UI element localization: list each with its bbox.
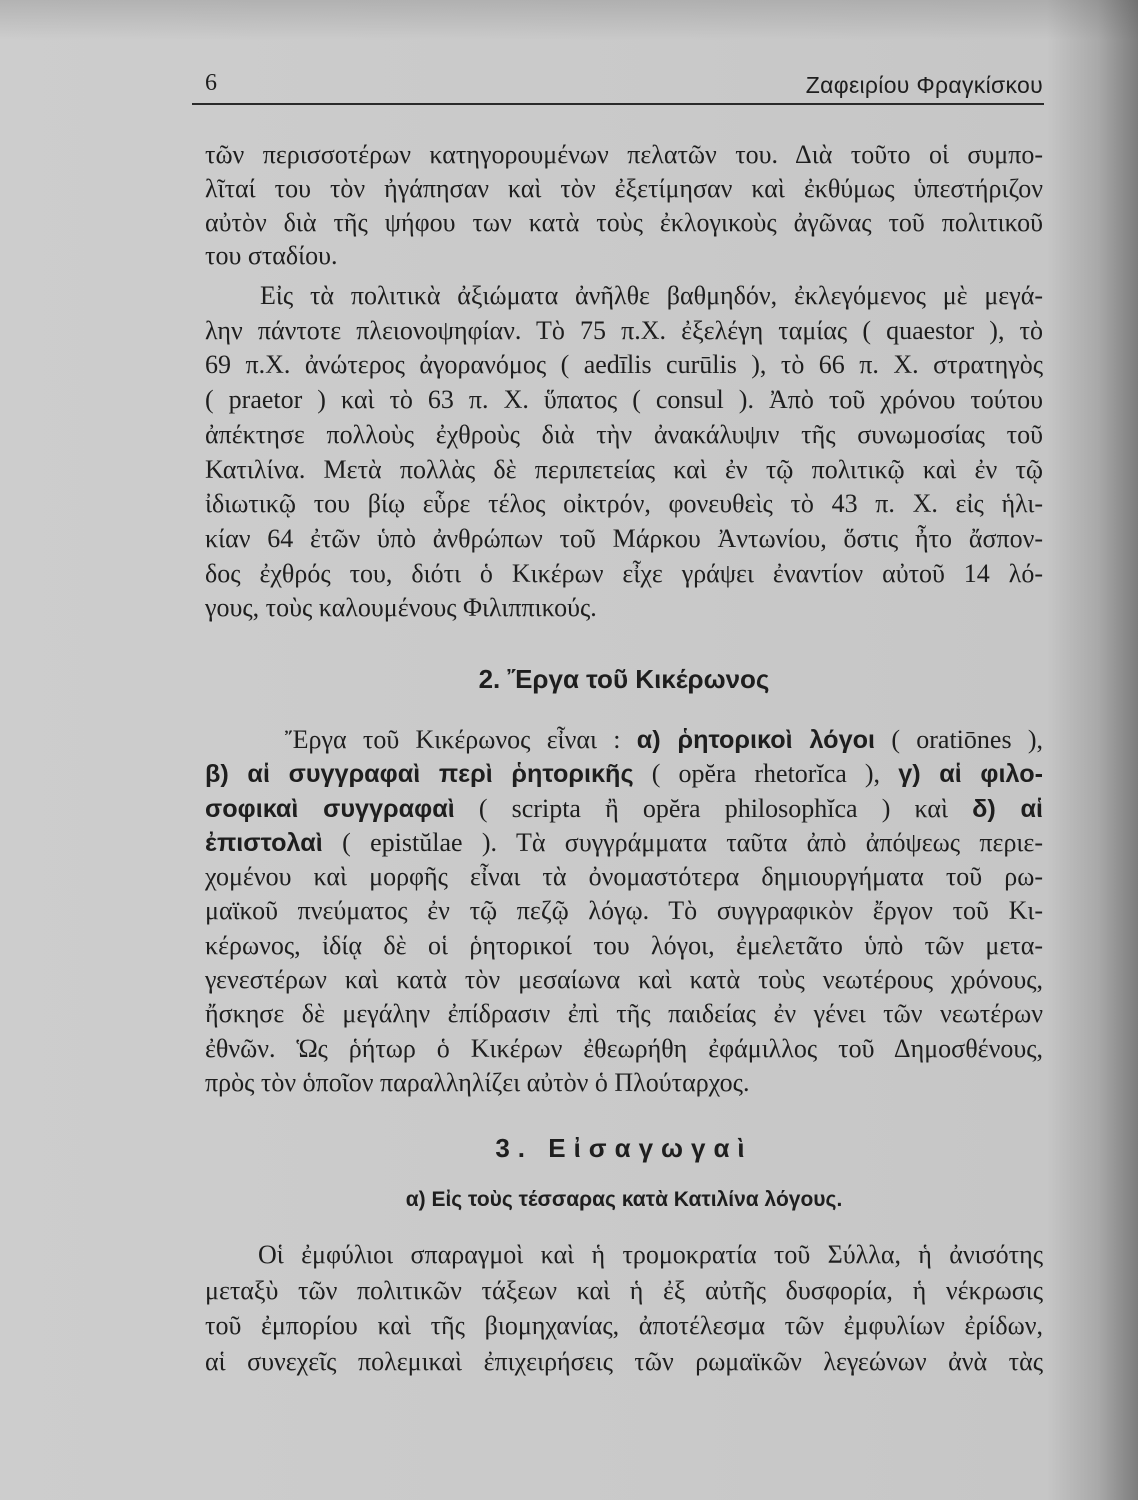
section-heading: 2. Ἔργα τοῦ Κικέρωνος — [478, 664, 770, 694]
paragraph — [205, 1237, 1043, 1379]
text-line — [205, 792, 1043, 826]
text-line: τῶν περισσοτέρων κατηγορουμένων πελατῶν του. Διὰ τοῦτο οἱ συμπο- — [205, 140, 1043, 169]
text-line: αἱ συνεχεῖς πολεμικαὶ ἐπιχειρήσεις τῶν ρωμαϊκῶν λεγεώνων ἀνὰ τὰς — [205, 1346, 1043, 1376]
bold-term: α) ῥητορικοὶ λόγοι — [636, 726, 876, 754]
section-subheading: α) Εἰς τοὺς τέσσαρας κατὰ Κατιλίνα λόγους. — [405, 1188, 843, 1211]
text-line: αὐτὸν διὰ τῆς ψήφου των κατὰ τοὺς ἐκλογικοὺς ἀγῶνας τοῦ πολιτικοῦ — [205, 207, 1043, 237]
text-line: ἤσκησε δὲ μεγάλην ἐπίδρασιν ἐπὶ τῆς παιδείας ἐν γένει τῶν νεωτέρων — [205, 999, 1043, 1029]
bold-term: β) αἱ συγγραφαὶ περὶ ῥητορικῆς — [205, 760, 634, 789]
text-line: γενεστέρων καὶ κατὰ τὸν μεσαίωνα καὶ κατὰ τοὺς νεωτέρους χρόνους, — [205, 965, 1043, 995]
text-line: ἀπέκτησε πολλοὺς ἐχθροὺς διὰ τὴν ἀνακάλυψιν τῆς συνωμοσίας τοῦ — [205, 419, 1043, 449]
bold-term: δ) αἱ — [972, 794, 1043, 823]
text-line: πρὸς τὸν ὁποῖον παραλληλίζει αὐτὸν ὁ Πλούταρχος. — [205, 1067, 750, 1097]
text-line: ἐθνῶν. Ὡς ῥήτωρ ὁ Κικέρων ἐθεωρήθη ἐφάμιλλος τοῦ Δημοσθένους, — [205, 1033, 1043, 1063]
text-line: Οἱ ἐμφύλιοι σπαραγμοὶ καὶ ἡ τρομοκρατία τοῦ Σύλλα, ἡ ἀνισότης — [258, 1240, 1043, 1269]
text-line: Εἰς τὰ πολιτικὰ ἀξιώματα ἀνῆλθε βαθμηδόν, ἐκλεγόμενος μὲ μεγά- — [260, 281, 1043, 310]
text-line: μαϊκοῦ πνεύματος ἐν τῷ πεζῷ λόγῳ. Τὸ συγγραφικὸν ἔργον τοῦ Κι- — [205, 896, 1043, 926]
text-run: ( opĕra rhetorĭca ), — [633, 759, 899, 789]
paragraph — [205, 279, 1043, 626]
page-number: 6 — [205, 70, 217, 96]
bold-term: ἐπιστολαὶ — [205, 828, 323, 857]
text-run: ( epistŭlae ). Τὰ συγγράμματα ταῦτα ἀπὸ ἀπόψεως περιε- — [322, 827, 1043, 857]
text-run: Ἔργα τοῦ Κικέρωνος εἶναι : — [285, 725, 637, 754]
text-run: ( scripta ἢ opĕra philosophĭca ) καὶ — [454, 793, 973, 823]
running-title: Ζαφειρίου Φραγκίσκου — [805, 72, 1043, 98]
text-line: κίαν 64 ἐτῶν ὑπὸ ἀνθρώπων τοῦ Μάρκου Ἀντωνίου, ὅστις ἦτο ἄσπον- — [205, 523, 1043, 553]
paragraph — [205, 723, 1043, 1100]
text-line: του σταδίου. — [205, 241, 338, 271]
text-line: γους, τοὺς καλουμένους Φιλιππικούς. — [205, 593, 597, 623]
text-line: λῖταί του τὸν ἠγάπησαν καὶ τὸν ἐξετίμησαν καὶ ἐκθύμως ὑπεστήριζον — [205, 173, 1043, 203]
bold-term: γ) αἱ φιλο- — [898, 760, 1043, 789]
text-run: ( oratiōnes ), — [875, 725, 1043, 754]
text-line: Κατιλίνα. Μετὰ πολλὰς δὲ περιπετείας καὶ ἐν τῷ πολιτικῷ καὶ ἐν τῷ — [205, 454, 1043, 484]
text-line: μεταξὺ τῶν πολιτικῶν τάξεων καὶ ἡ ἐξ αὐτῆς δυσφορία, ἡ νέκρωσις — [205, 1275, 1043, 1305]
section-heading: 3. Εἰσαγωγαὶ — [495, 1133, 753, 1163]
text-line: ( praetor ) καὶ τὸ 63 π. Χ. ὕπατος ( consul ). Ἀπὸ τοῦ χρόνου τούτου — [205, 385, 1043, 415]
text-line: λην πάντοτε πλειονοψηφίαν. Τὸ 75 π.Χ. ἐξελέγη ταμίας ( quaestor ), τὸ — [205, 315, 1043, 345]
text-line: ἰδιωτικῷ του βίῳ εὗρε τέλος οἰκτρόν, φονευθεὶς τὸ 43 π. Χ. εἰς ἡλι- — [205, 489, 1043, 519]
text-line: τοῦ ἐμπορίου καὶ τῆς βιομηχανίας, ἀποτέλεσμα τῶν ἐμφυλίων ἐρίδων, — [205, 1311, 1043, 1341]
text-line — [205, 757, 1043, 791]
bold-term: σοφικαὶ συγγραφαὶ — [205, 794, 455, 823]
text-line: δος ἐχθρός του, διότι ὁ Κικέρων εἶχε γράψει ἐναντίον αὐτοῦ 14 λό- — [205, 558, 1043, 588]
text-line — [205, 826, 1043, 860]
header-rule — [192, 103, 1044, 105]
paragraph — [205, 138, 1043, 273]
text-line: κέρωνος, ἰδίᾳ δὲ οἱ ῥητορικοί του λόγοι, ἐμελετᾶτο ὑπὸ τῶν μετα- — [205, 930, 1043, 960]
text-line: 69 π.Χ. ἀνώτερος ἀγορανόμος ( aedīlis curūlis ), τὸ 66 π. Χ. στρατηγὸς — [205, 350, 1043, 380]
text-line: χομένου καὶ μορφῆς εἶναι τὰ ὀνομαστότερα δημιουργήματα τοῦ ρω- — [205, 862, 1043, 892]
text-line — [205, 723, 1043, 757]
